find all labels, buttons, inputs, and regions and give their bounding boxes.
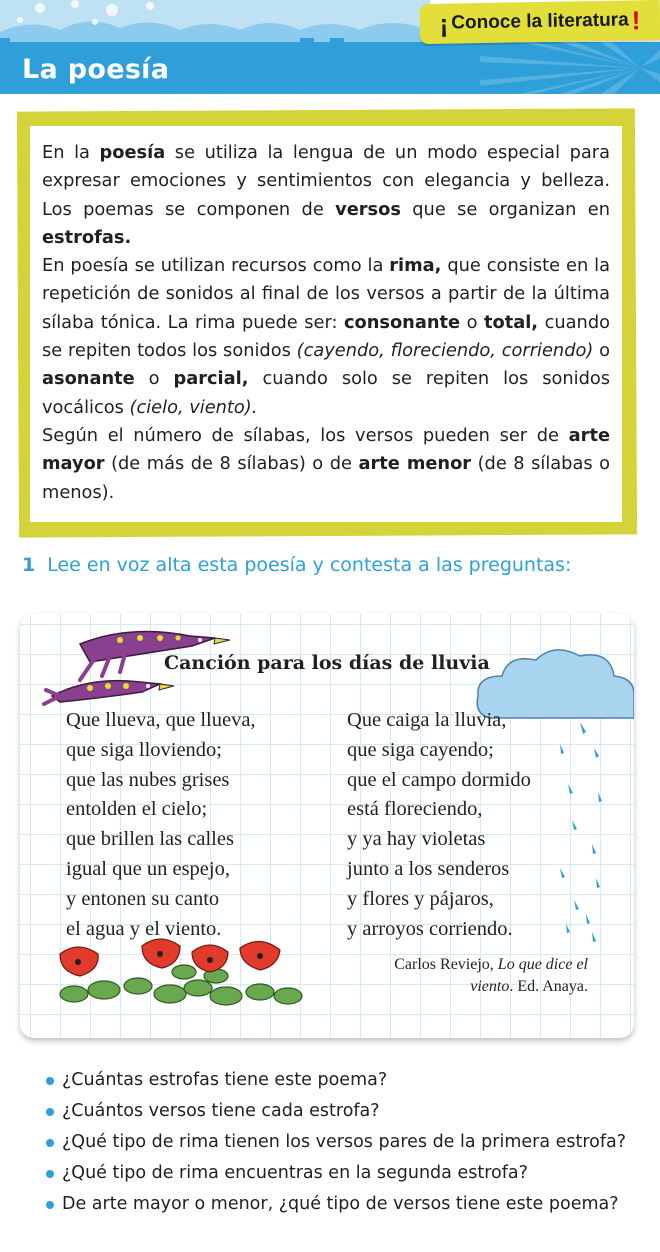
rain-illustration bbox=[560, 722, 602, 942]
poem-verse: junto a los senderos bbox=[347, 857, 510, 880]
poem-verse: y entonen su canto bbox=[66, 887, 220, 910]
poem-verse: y flores y pájaros, bbox=[347, 887, 494, 910]
poem-title: Canción para los días de lluvia bbox=[164, 652, 490, 674]
example-asonante: (cielo, viento). bbox=[129, 396, 258, 418]
poem-verse: el agua y el viento. bbox=[66, 917, 222, 940]
flowers-illustration bbox=[60, 939, 302, 1005]
text: Según el número de sílabas, los versos pueden ser de bbox=[42, 424, 569, 446]
term-versos: versos bbox=[335, 198, 401, 220]
section-badge bbox=[420, 0, 660, 44]
text: (de más de 8 sílabas) o de bbox=[104, 453, 359, 475]
poem-verse: Que llueva, que llueva, bbox=[66, 709, 256, 731]
question-item: De arte mayor o menor, ¿qué tipo de versos tiene este poema? bbox=[46, 1189, 626, 1220]
poem-verse: que brillen las calles bbox=[66, 828, 234, 851]
badge-close-mark: ! bbox=[631, 4, 641, 35]
poem-verse: que siga cayendo; bbox=[347, 738, 494, 761]
question-item: ¿Qué tipo de rima encuentras en la segunda estrofa? bbox=[46, 1158, 626, 1189]
activity-instruction bbox=[22, 554, 571, 576]
badge-text: Conoce la literatura bbox=[451, 9, 629, 34]
term-estrofas: estrofas. bbox=[42, 226, 132, 248]
theory-paragraph-2 bbox=[42, 252, 610, 422]
theory-paragraph-1 bbox=[42, 139, 610, 252]
activity-text: Lee en voz alta esta poesía y contesta a las preguntas: bbox=[47, 554, 572, 576]
poem-verse: está floreciendo, bbox=[347, 798, 483, 821]
question-item: ¿Qué tipo de rima tienen los versos pares de la primera estrofa? bbox=[46, 1127, 626, 1158]
question-list bbox=[46, 1065, 626, 1220]
example-consonante: (cayendo, floreciendo, corriendo) bbox=[296, 340, 594, 362]
source-book: Lo que dice el viento bbox=[470, 956, 588, 995]
theory-box bbox=[30, 126, 622, 522]
badge-open-mark: ¡ bbox=[439, 8, 449, 39]
term-arte-menor: arte menor bbox=[358, 453, 472, 475]
poem-verse: y ya hay violetas bbox=[347, 828, 486, 851]
poem-card bbox=[20, 614, 634, 1038]
source-publisher: . Ed. Anaya. bbox=[509, 978, 588, 995]
text: o bbox=[593, 340, 610, 362]
text: o bbox=[460, 311, 484, 333]
poem-verse: Que caiga la lluvia, bbox=[347, 709, 507, 731]
poem-stanza-2 bbox=[347, 706, 531, 944]
source-author: Carlos Reviejo, bbox=[394, 956, 498, 973]
text: En la bbox=[42, 142, 100, 163]
question-item: ¿Cuántas estrofas tiene este poema? bbox=[46, 1065, 626, 1096]
text: se utiliza la lengua de un modo especial para expresar emociones y sentimientos con elegancia y belleza. Los poemas se componen de bbox=[42, 142, 610, 220]
poem-verse: que las nubes grises bbox=[66, 768, 230, 791]
poem-stanza-1 bbox=[66, 706, 256, 944]
page-title: La poesía bbox=[22, 54, 170, 85]
term-rima: rima, bbox=[389, 255, 442, 277]
question-item: ¿Cuántos versos tiene cada estrofa? bbox=[46, 1096, 626, 1127]
text: cuando se repiten todos los sonidos bbox=[42, 311, 610, 362]
term-arte-mayor: arte mayor bbox=[42, 424, 610, 475]
term-consonante: consonante bbox=[343, 311, 461, 333]
bird-illustration bbox=[44, 681, 174, 704]
text: que consiste en la repetición de sonidos al final de los versos a partir de la última sílaba tónica. La rima puede ser: bbox=[42, 255, 610, 333]
term-parcial: parcial, bbox=[173, 368, 249, 390]
term-asonante: asonante bbox=[42, 368, 135, 390]
term-poesia: poesía bbox=[99, 142, 166, 163]
poem-verse: y arroyos corriendo. bbox=[347, 917, 513, 940]
text: (de 8 sílabas o menos). bbox=[42, 453, 611, 503]
poem-source bbox=[348, 954, 588, 998]
text: En poesía se utilizan recursos como la bbox=[42, 255, 390, 277]
text: que se organizan en bbox=[400, 198, 610, 220]
poem-verse: que siga lloviendo; bbox=[66, 738, 223, 761]
theory-paragraph-3 bbox=[42, 422, 610, 507]
poem-verse: igual que un espejo, bbox=[66, 857, 230, 880]
poem-verse: entolden el cielo; bbox=[66, 798, 208, 821]
term-total: total, bbox=[484, 311, 539, 333]
text: o bbox=[134, 368, 174, 390]
activity-number: 1 bbox=[22, 554, 36, 576]
poem-verse: que el campo dormido bbox=[347, 768, 531, 791]
text: cuando solo se repiten los sonidos vocálicos bbox=[42, 368, 610, 418]
